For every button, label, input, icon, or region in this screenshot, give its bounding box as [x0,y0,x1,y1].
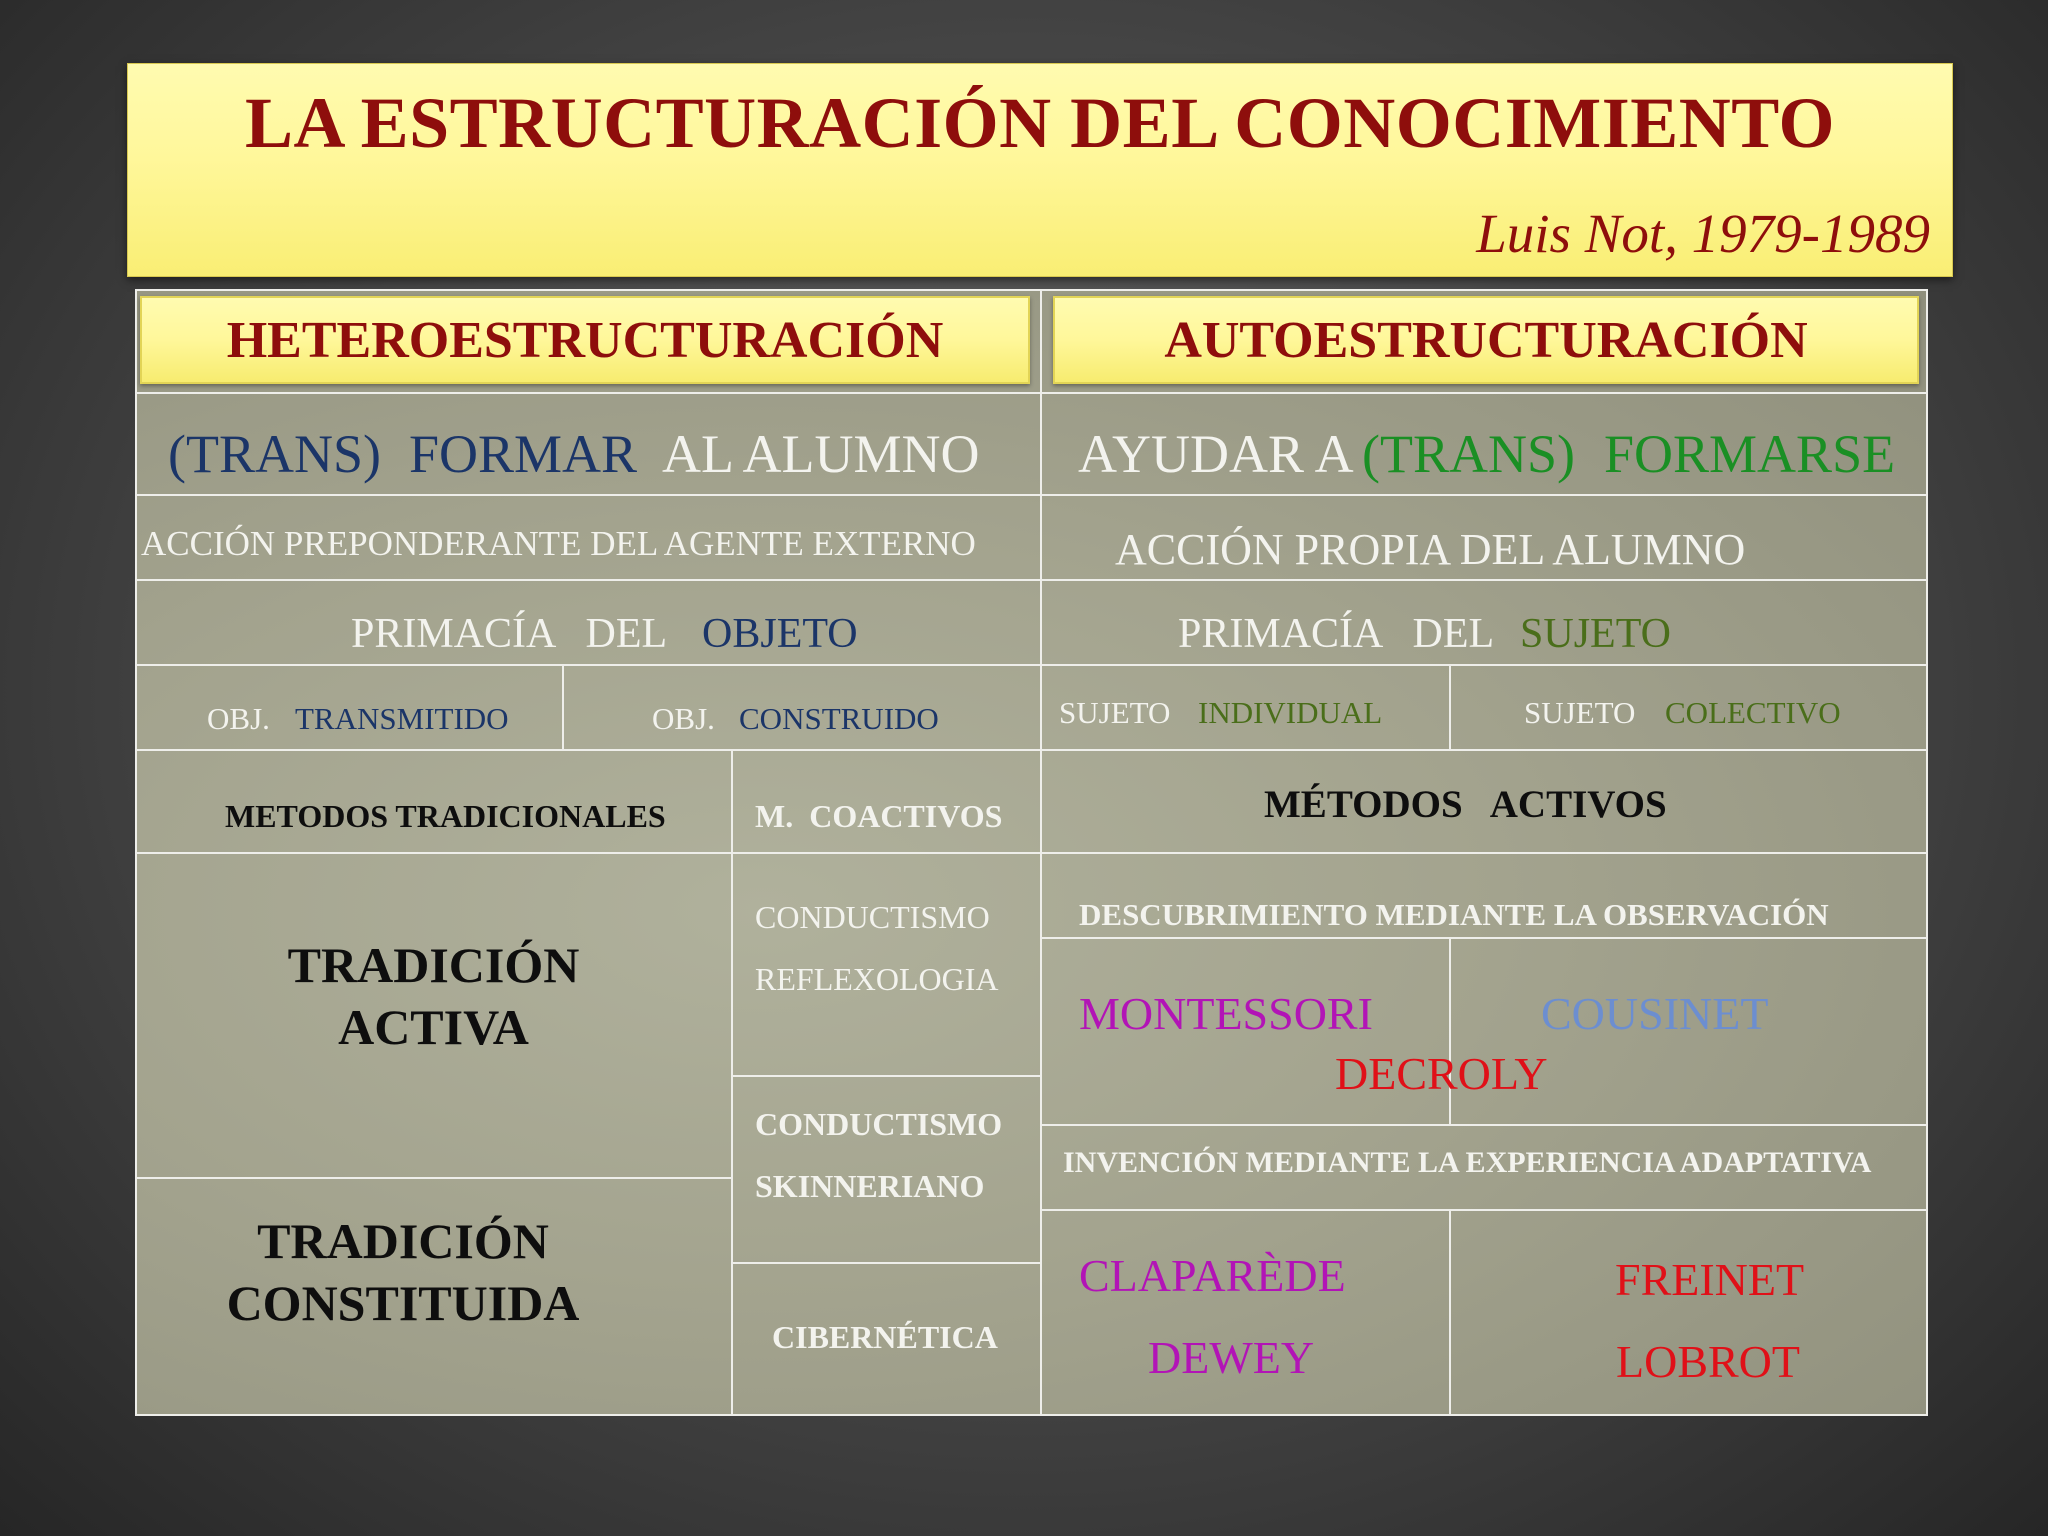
tradicion-constituida-line1: TRADICIÓN [257,1213,549,1269]
sujeto-individual-label: INDIVIDUAL [1198,695,1383,730]
row-divider [135,664,1928,666]
row-divider [1041,937,1928,939]
slide-author: Luis Not, 1979-1989 [1476,203,1930,264]
dewey-label: DEWEY [1148,1332,1315,1383]
primacia-objeto-label: PRIMACÍA DEL [351,611,668,657]
column-divider [1040,289,1042,1416]
claparede-label: CLAPARÈDE [1079,1250,1346,1301]
title-banner [127,63,1953,277]
metodos-tradicionales-label: METODOS TRADICIONALES [225,798,666,834]
reflexologia-label: REFLEXOLOGIA [755,961,999,997]
row-divider [135,749,1928,751]
trans-label-left: (TRANS) [168,424,381,484]
formar-label: FORMAR [409,424,638,484]
tradicion-activa-line1: TRADICIÓN [287,937,580,993]
row-divider [135,579,1928,581]
ayudar-label: AYUDAR A [1078,424,1354,484]
cibernetica-label: CIBERNÉTICA [772,1319,998,1355]
column-divider [562,664,564,749]
column-divider [731,749,733,1416]
column-divider [1449,1209,1451,1416]
tradicion-constituida-block [135,1210,671,1334]
row-divider [1041,1124,1928,1126]
primacia-sujeto-label: PRIMACÍA DEL [1178,611,1495,657]
column-divider [1449,664,1451,749]
table-border-right [1926,289,1928,1416]
descubrimiento-label: DESCUBRIMIENTO MEDIANTE LA OBSERVACIÓN [1079,897,1829,932]
invencion-label: INVENCIÓN MEDIANTE LA EXPERIENCIA ADAPTATIVA [1063,1146,1872,1179]
accion-externa-text: ACCIÓN PREPONDERANTE DEL AGENTE EXTERNO [141,524,976,563]
conductismo-skinneriano-label: CONDUCTISMO [755,1106,1003,1142]
slide-title: LA ESTRUCTURACIÓN DEL CONOCIMIENTO [245,83,1835,163]
metodos-coactivos-label: M. COACTIVOS [755,798,1003,834]
comparison-table [135,289,1928,1416]
obj-construido-prefix: OBJ. [652,701,715,736]
formarse-label: FORMARSE [1604,424,1896,484]
metodos-activos-label: MÉTODOS ACTIVOS [1264,783,1667,826]
row-divider [135,392,1928,394]
sujeto-colectivo-prefix: SUJETO [1524,695,1636,730]
heteroestructuracion-header: HETEROESTRUCTURACIÓN [140,296,1030,384]
freinet-label: FREINET [1615,1254,1805,1305]
table-border-bottom [135,1414,1928,1416]
sujeto-label: SUJETO [1520,611,1671,657]
al-alumno-label: AL ALUMNO [662,424,980,484]
tradicion-activa-line2: ACTIVA [338,999,529,1055]
row-divider [135,494,1928,496]
table-border-top [135,289,1928,291]
sujeto-individual-prefix: SUJETO [1059,695,1171,730]
row-divider [135,852,1928,854]
row-divider [135,1177,732,1179]
lobrot-label: LOBROT [1616,1336,1800,1387]
obj-transmitido-label: TRANSMITIDO [295,701,509,736]
montessori-label: MONTESSORI [1079,988,1373,1039]
tradicion-activa-block [135,934,732,1058]
row-divider [732,1075,1041,1077]
autoestructuracion-header: AUTOESTRUCTURACIÓN [1053,296,1919,384]
obj-transmitido-prefix: OBJ. [207,701,270,736]
conductismo-reflexologico-label: CONDUCTISMO [755,899,990,935]
accion-propia-text: ACCIÓN PROPIA DEL ALUMNO [1115,525,1746,574]
trans-label-right: (TRANS) [1362,424,1575,484]
sujeto-colectivo-label: COLECTIVO [1665,695,1841,730]
decroly-label: DECROLY [1335,1048,1548,1099]
cousinet-label: COUSINET [1541,988,1769,1039]
tradicion-constituida-line2: CONSTITUIDA [226,1275,580,1331]
row-divider [1041,1209,1928,1211]
skinneriano-label: SKINNERIANO [755,1168,985,1204]
obj-construido-label: CONSTRUIDO [739,701,939,736]
row-divider [732,1262,1041,1264]
objeto-label: OBJETO [702,611,858,657]
